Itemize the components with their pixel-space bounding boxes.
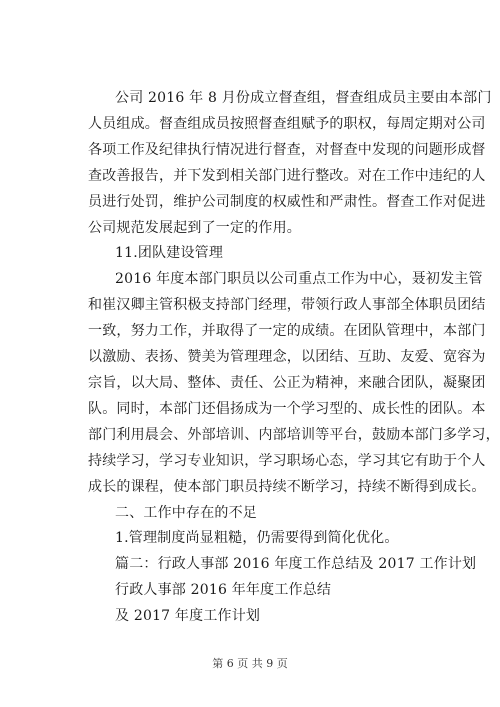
paragraph-1-line: 查改善报告，并下发到相关部门进行整改。对在工作中违纪的人 [88,167,486,184]
paragraph-2-line: 和崔汉卿主管积极支持部门经理，带领行政人事部全体职员团结 [88,297,486,314]
list-item-1: 1.管理制度尚显粗糙，仍需要得到简化优化。 [115,530,399,547]
paragraph-2-line: 2016 年度本部门职员以公司重点工作为中心，聂初发主管 [115,271,483,288]
paragraph-1-line: 各项工作及纪律执行情况进行督查，对督查中发现的问题形成督 [88,141,486,158]
section-heading-team-building: 11.团队建设管理 [115,245,224,262]
paragraph-2-line: 一致，努力工作，并取得了一定的成绩。在团队管理中，本部门 [88,323,486,340]
paragraph-1-line: 公司 2016 年 8 月份成立督查组，督查组成员主要由本部门 [115,90,492,106]
paragraph-1-line: 人员组成。督查组成员按照督查组赋予的职权，每周定期对公司 [88,115,486,132]
document-title-line-2: 及 2017 年度工作计划 [115,608,261,625]
page-footer: 第 6 页 共 9 页 [212,657,288,670]
document-body [88,86,500,630]
paragraph-2-line: 持续学习，学习专业知识，学习职场心态，学习其它有助于个人 [88,452,486,469]
paragraph-2-line: 以激励、表扬、赞美为管理理念，以团结、互助、友爱、宽容为 [88,349,486,366]
paragraph-1-line: 员进行处罚，维护公司制度的权威性和严肃性。督查工作对促进 [88,193,486,210]
paragraph-2-line: 队。同时，本部门还倡扬成为一个学习型的、成长性的团队。本 [88,400,486,417]
paragraph-2-line: 成长的课程，使本部门职员持续不断学习，持续不断得到成长。 [88,478,486,495]
section-heading-shortcomings: 二、工作中存在的不足 [115,504,257,521]
document-title-line-1: 行政人事部 2016 年年度工作总结 [115,582,332,599]
paragraph-2-line: 宗旨，以大局、整体、责任、公正为精神，来融合团队，凝聚团 [88,374,486,391]
paragraph-2-line: 部门利用晨会、外部培训、内部培训等平台，鼓励本部门多学习， [88,426,500,443]
paragraph-1-line: 公司规范发展起到了一定的作用。 [88,219,301,236]
part-2-title: 篇二：行政人事部 2016 年度工作总结及 2017 工作计划 [115,556,477,573]
